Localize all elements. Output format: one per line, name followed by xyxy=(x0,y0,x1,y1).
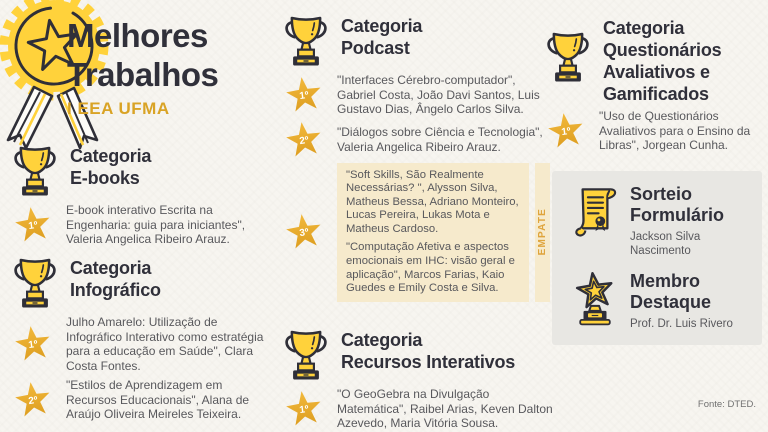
highlights-panel xyxy=(552,171,762,345)
place-star-icon xyxy=(13,379,54,420)
highlight-texts xyxy=(630,184,754,258)
page-subtitle: I EEA UFMA xyxy=(67,99,170,118)
place-star-icon xyxy=(284,119,325,160)
page-title xyxy=(67,16,218,94)
place-star xyxy=(543,113,589,149)
page-title-line2: Trabalhos xyxy=(67,56,219,93)
section-categoria-recursos-interativos xyxy=(281,326,555,432)
winner-entry xyxy=(281,122,543,158)
place-star-icon xyxy=(284,388,325,429)
tie-box xyxy=(337,163,548,302)
highlight-winner: Prof. Dr. Luis Rivero xyxy=(630,318,733,330)
trophy-icon xyxy=(10,142,60,199)
section-kicker: Categoria xyxy=(603,18,685,38)
source-note: Fonte: DTED. xyxy=(697,399,756,410)
place-star xyxy=(10,326,56,362)
tie-winner-text: "Soft Skills, São Realmente Necessárias? ", Alysson Silva, Matheus Bessa, Adriano Monteiro, Lucas Pereira, Lukas Mota e Matheus Cardoso. xyxy=(346,168,519,235)
tie-winner-text: "Computação Afetiva e aspectos emocionais em IHC: visão geral e aplicação", Marcos Farias, Kaio Guedes e Emily Costa e Silva. xyxy=(346,241,515,295)
place-star xyxy=(281,391,327,427)
empate-label: EMPATE xyxy=(537,208,548,256)
place-star-icon xyxy=(284,74,325,115)
highlight-title: Membro Destaque xyxy=(630,271,712,312)
place-label: 1º xyxy=(27,219,39,232)
empate-strip xyxy=(535,163,550,302)
winner-entry xyxy=(281,73,543,117)
winner-text: "Interfaces Cérebro-computador", Gabriel Costa, João Davi Santos, Luis Gustavo Dias, Ângelo Carlos Silva. xyxy=(337,73,540,116)
place-label: 1º xyxy=(298,403,310,416)
place-label: 1º xyxy=(27,338,39,352)
place-star-icon xyxy=(13,324,54,365)
section-title xyxy=(70,142,151,189)
place-star-icon xyxy=(13,204,54,245)
section-name: E-books xyxy=(70,168,140,188)
trophy-icon xyxy=(281,326,331,383)
section-kicker: Categoria xyxy=(341,330,423,350)
winner-entry xyxy=(281,387,555,431)
section-title xyxy=(70,254,161,301)
place-star xyxy=(281,122,327,158)
winner-text: "Uso de Questionários Avaliativos para o Ensino da Libras", Jorgean Cunha. xyxy=(599,109,751,152)
scroll-icon xyxy=(572,184,618,239)
section-name: Podcast xyxy=(341,38,410,58)
section-categoria-podcast xyxy=(281,12,548,302)
winner-text: "Estilos de Aprendizagem em Recursos Educacionais", Alana de Araújo Oliveira Meireles Teixeira. xyxy=(66,378,250,421)
section-header xyxy=(281,326,555,383)
section-title xyxy=(341,326,515,373)
section-header xyxy=(10,254,268,311)
page-title-line1: Melhores xyxy=(67,17,208,54)
section-kicker: Categoria xyxy=(70,258,152,278)
trophy-icon xyxy=(281,12,331,69)
section-categoria-infografico xyxy=(10,254,268,427)
section-header xyxy=(281,12,543,69)
place-label: 3º xyxy=(298,227,310,240)
trophy-icon xyxy=(543,28,593,85)
section-kicker: Categoria xyxy=(70,146,152,166)
highlight-texts xyxy=(630,271,754,331)
winner-text: Julho Amarelo: Utilização de Infográfico Interativo como estratégia para a educação em Saúde", Clara Costa Fontes. xyxy=(66,315,264,373)
place-label: 1º xyxy=(298,89,310,102)
section-name: Infográfico xyxy=(70,280,161,300)
place-star xyxy=(281,214,327,250)
highlight-winner: Jackson Silva Nascimento xyxy=(630,231,701,257)
section-header xyxy=(543,14,768,105)
section-header xyxy=(10,142,268,199)
place-label: 2º xyxy=(27,394,39,407)
winner-text: E-book interativo Escrita na Engenharia: guia para iniciantes", Valeria Angelica Ribeiro Arauz. xyxy=(66,203,246,246)
tie-entry xyxy=(281,163,548,302)
section-title xyxy=(341,12,422,59)
highlight-membro xyxy=(552,258,762,331)
winner-text: "O GeoGebra na Divulgação Matemática", Raibel Arias, Keven Dalton Azevedo, Maria Vitória Sousa. xyxy=(337,387,553,430)
section-kicker: Categoria xyxy=(341,16,423,36)
place-star-icon xyxy=(284,212,325,253)
trophy-icon xyxy=(10,254,60,311)
section-title xyxy=(603,14,768,105)
place-star-icon xyxy=(546,110,587,151)
section-name: Questionários Avaliativos e Gamificados xyxy=(603,40,722,104)
winner-entry xyxy=(10,203,268,247)
header xyxy=(67,16,218,119)
section-categoria-ebooks xyxy=(10,142,268,252)
place-star xyxy=(10,207,56,243)
place-star xyxy=(281,77,327,113)
highlight-sorteio xyxy=(552,171,762,258)
place-label: 2º xyxy=(298,134,310,147)
place-label: 1º xyxy=(560,125,572,138)
winner-entry xyxy=(10,378,268,422)
star-trophy-icon xyxy=(572,271,618,326)
highlight-title: Sorteio Formulário xyxy=(630,184,725,225)
place-star xyxy=(10,382,56,418)
winner-text: "Diálogos sobre Ciência e Tecnologia", Valeria Angelica Ribeiro Arauz. xyxy=(337,125,543,154)
winner-entry xyxy=(10,315,268,373)
winner-entry xyxy=(543,109,768,153)
section-name: Recursos Interativos xyxy=(341,352,516,372)
section-categoria-questionarios xyxy=(543,14,768,158)
